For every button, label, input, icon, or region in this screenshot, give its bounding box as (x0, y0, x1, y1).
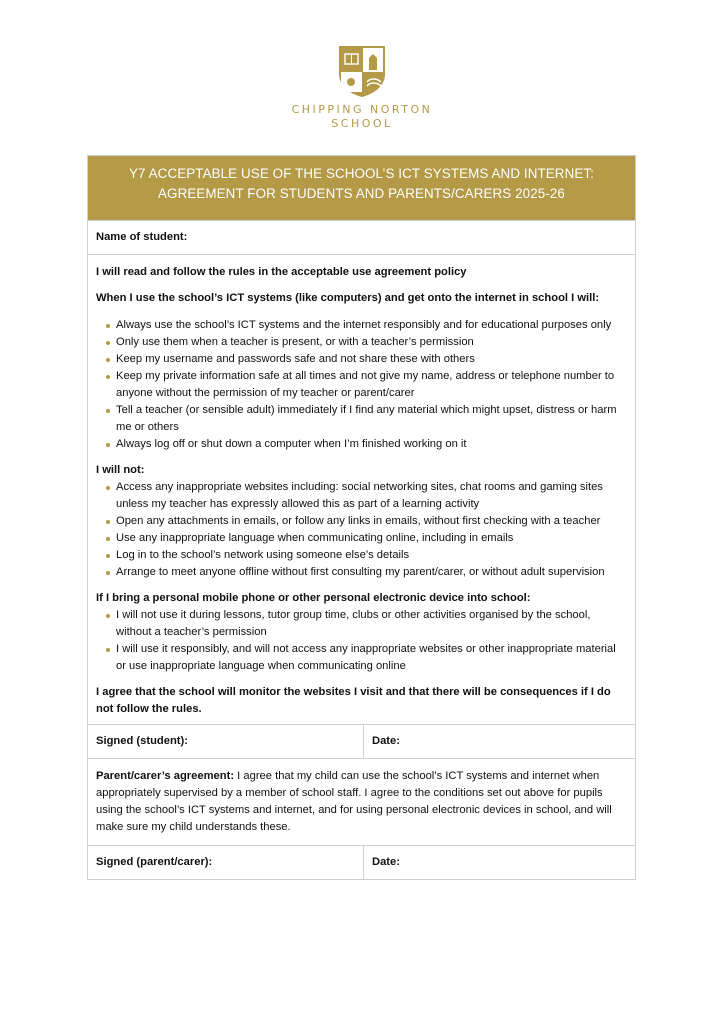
parent-agreement (88, 758, 635, 845)
parent-agreement-text: I agree that my child can use the school’s ICT systems and internet when appropriately supervised by a member of school staff. I agree to the conditions set out above for pupils using the school’s ICT systems and internet, and for using personal electronic devices in school, and will make sure my child understands these. (96, 770, 612, 833)
will-not-heading: I will not: (96, 464, 145, 476)
list-item: Tell a teacher (or sensible adult) immediately if I find any material which might upset, distress or harm me or others (96, 402, 627, 436)
list-item: Access any inappropriate websites including: social networking sites, chat rooms and gaming sites unless my teacher has expressly allowed this as part of a learning activity (96, 479, 627, 513)
list-item: Use any inappropriate language when communicating online, including in emails (96, 530, 627, 547)
parent-signature-field[interactable] (88, 846, 364, 879)
device-heading: If I bring a personal mobile phone or other personal electronic device into school: (96, 592, 531, 604)
form-title-line2: AGREEMENT FOR STUDENTS AND PARENTS/CARERS 2025-26 (158, 186, 565, 201)
signed-student-label: Signed (student): (96, 735, 188, 747)
form-title-line1: Y7 ACCEPTABLE USE OF THE SCHOOL’S ICT SYSTEMS AND INTERNET: (128, 166, 594, 181)
date-label: Date: (372, 856, 400, 868)
list-item: Keep my username and passwords safe and not share these with others (96, 351, 627, 368)
list-item: I will use it responsibly, and will not access any inappropriate websites or other inappropriate material or use inappropriate language when communicating online (96, 641, 627, 675)
school-name-line2: SCHOOL (331, 117, 393, 130)
list-item: Keep my private information safe at all times and not give my name, address or telephone number to anyone without the permission of my teacher or parent/carer (96, 368, 627, 402)
intro-rules: I will read and follow the rules in the acceptable use agreement policy (96, 266, 467, 278)
rules-section (88, 254, 635, 724)
list-item: Only use them when a teacher is present, or with a teacher’s permission (96, 334, 627, 351)
list-item: Open any attachments in emails, or follow any links in emails, without first checking with a teacher (96, 513, 627, 530)
parent-agreement-label: Parent/carer’s agreement: (96, 770, 235, 782)
parent-date-field[interactable] (364, 846, 408, 879)
signed-parent-label: Signed (parent/carer): (96, 856, 213, 868)
list-item: Always use the school’s ICT systems and the internet responsibly and for educational purposes only (96, 317, 627, 334)
will-heading: When I use the school’s ICT systems (like computers) and get onto the internet in school I will: (96, 292, 600, 304)
monitor-statement: I agree that the school will monitor the websites I visit and that there will be consequences if I do not follow the rules. (96, 686, 611, 715)
school-crest-icon (337, 44, 387, 98)
agreement-form (87, 155, 636, 880)
student-signature-field[interactable] (88, 725, 364, 758)
form-title-banner (88, 156, 635, 220)
will-list (96, 317, 627, 453)
student-signature-row (88, 724, 635, 758)
student-date-field[interactable] (364, 725, 408, 758)
student-name-field[interactable] (88, 220, 635, 254)
will-not-list (96, 479, 627, 581)
school-logo (0, 44, 724, 131)
device-list (96, 607, 627, 675)
date-label: Date: (372, 735, 400, 747)
list-item: I will not use it during lessons, tutor group time, clubs or other activities organised by the school, without a teacher’s permission (96, 607, 627, 641)
list-item: Always log off or shut down a computer when I’m finished working on it (96, 436, 627, 453)
student-name-label: Name of student: (96, 231, 188, 243)
school-name (0, 103, 724, 131)
parent-signature-row (88, 845, 635, 879)
list-item: Log in to the school’s network using someone else’s details (96, 547, 627, 564)
school-name-line1: CHIPPING NORTON (291, 103, 433, 116)
list-item: Arrange to meet anyone offline without first consulting my parent/carer, or without adult supervision (96, 564, 627, 581)
